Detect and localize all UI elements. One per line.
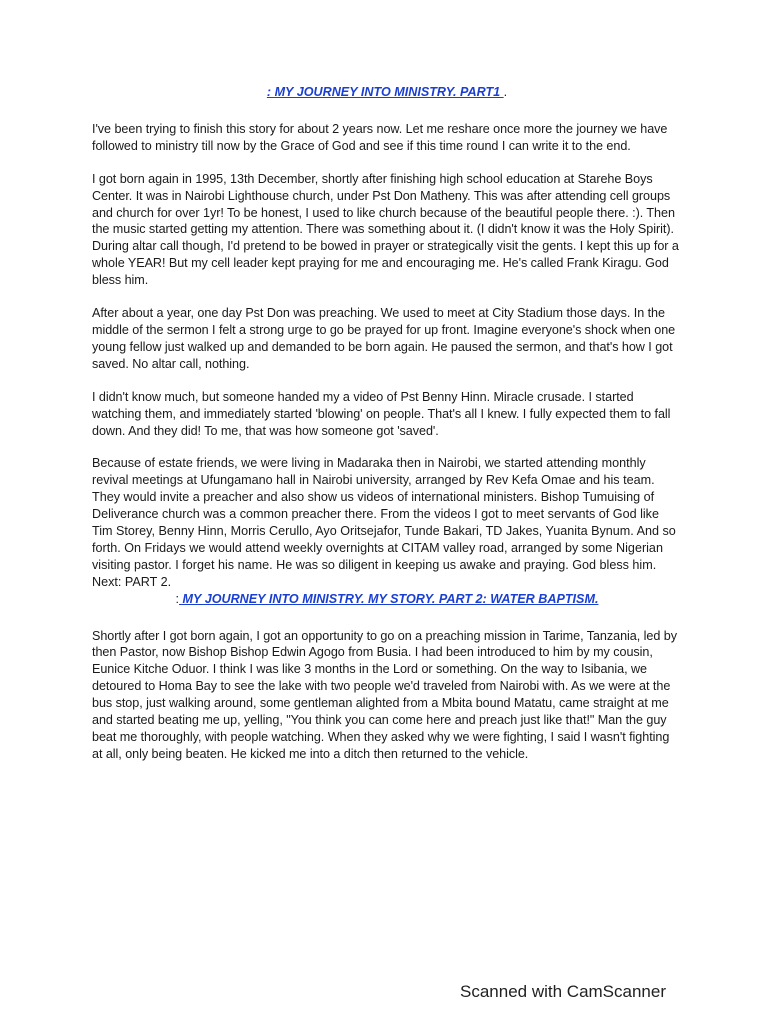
title-text: MY JOURNEY INTO MINISTRY. PART1 — [274, 85, 504, 99]
paragraph-revival-meetings: Because of estate friends, we were living in Madaraka then in Nairobi, we started attending monthly revival meetings at Ufungamano hall in Nairobi university, arranged by Rev Kefa Omae and his team. They would invite a preacher and also show us videos of international ministers. Bishop Tumuising of Deliverance church was a common preacher there. From the videos I got to meet servants of God like Tim Storey, Benny Hinn, Morris Cerullo, Ayo Oritsejafor, Tunde Bakari, TD Jakes, Yuanita Bynum. And so forth. On Fridays we would attend weekly overnights at CITAM valley road, arranged by some Nigerian visiting pastor. I forget his name. He was so diligent in keeping us awake and praying. God bless him. Next: PART 2. — [92, 456, 676, 589]
subtitle-prefix: : — [175, 591, 180, 606]
paragraph-benny-hinn: I didn't know much, but someone handed my a video of Pst Benny Hinn. Miracle crusade. I started watching them, and immediately started 'blowing' on people. That's all I knew. I fully expected them to fall down. And they did! To me, that was how someone got 'saved'. — [92, 389, 671, 438]
title-suffix: . — [503, 85, 508, 99]
camscanner-watermark: Scanned with CamScanner — [460, 982, 667, 1001]
paragraph-saved: After about a year, one day Pst Don was preaching. We used to meet at City Stadium those days. In the middle of the sermon I felt a strong urge to go be prayed for up front. Imagine everyone's shock when one young fellow just walked up and demanded to be born again. He paused the sermon, and that's how I got saved. No altar call, nothing. — [92, 306, 676, 371]
document-body — [92, 84, 682, 779]
title-link[interactable] — [267, 85, 504, 99]
part2-title-link[interactable]: MY JOURNEY INTO MINISTRY. MY STORY. PART 2: WATER BAPTISM. — [179, 591, 599, 606]
document-title — [92, 84, 682, 101]
paragraph-born-again: I got born again in 1995, 13th December, shortly after finishing high school education at Starehe Boys Center. It was in Nairobi Lighthouse church, under Pst Don Matheny. This was after attending cell groups and church for over 1yr! To be honest, I used to like church because of the beautiful people there. :). Then the music started getting my attention. There was something about it. (I didn't know it was the Holy Spirit). During altar call though, I'd pretend to be bowed in prayer or strategically visit the gents. I kept this up for a whole YEAR! But my cell leader kept praying for me and encouraging me. He's called Frank Kiragu. God bless him. — [92, 171, 679, 288]
part2-title — [92, 591, 682, 608]
paragraph-water-baptism: Shortly after I got born again, I got an opportunity to go on a preaching mission in Tarime, Tanzania, led by then Pastor, now Bishop Bishop Edwin Agogo from Busia. I had been introduced to him by my cousin, Eunice Kitche Oduor. I think I was like 3 months in the Lord or something. On the way to Isibania, we detoured to Homa Bay to see the lake with two people we'd traveled from Nairobi with. As we were at the bus stop, just walking around, some gentleman alighted from a Mbita bound Matatu, came straight at me and started beating me up, yelling, "You think you can come here and preach just like that!" Man the guy beat me thoroughly, with people watching. When they asked why we were fighting, I said I wasn't fighting at all, only being beaten. He kicked me into a ditch then returned to the vehicle. — [92, 628, 677, 761]
title-prefix: : — [266, 85, 275, 99]
paragraph-intro: I've been trying to finish this story for about 2 years now. Let me reshare once more the journey we have followed to ministry till now by the Grace of God and see if this time round I can write it to the end. — [92, 121, 668, 153]
